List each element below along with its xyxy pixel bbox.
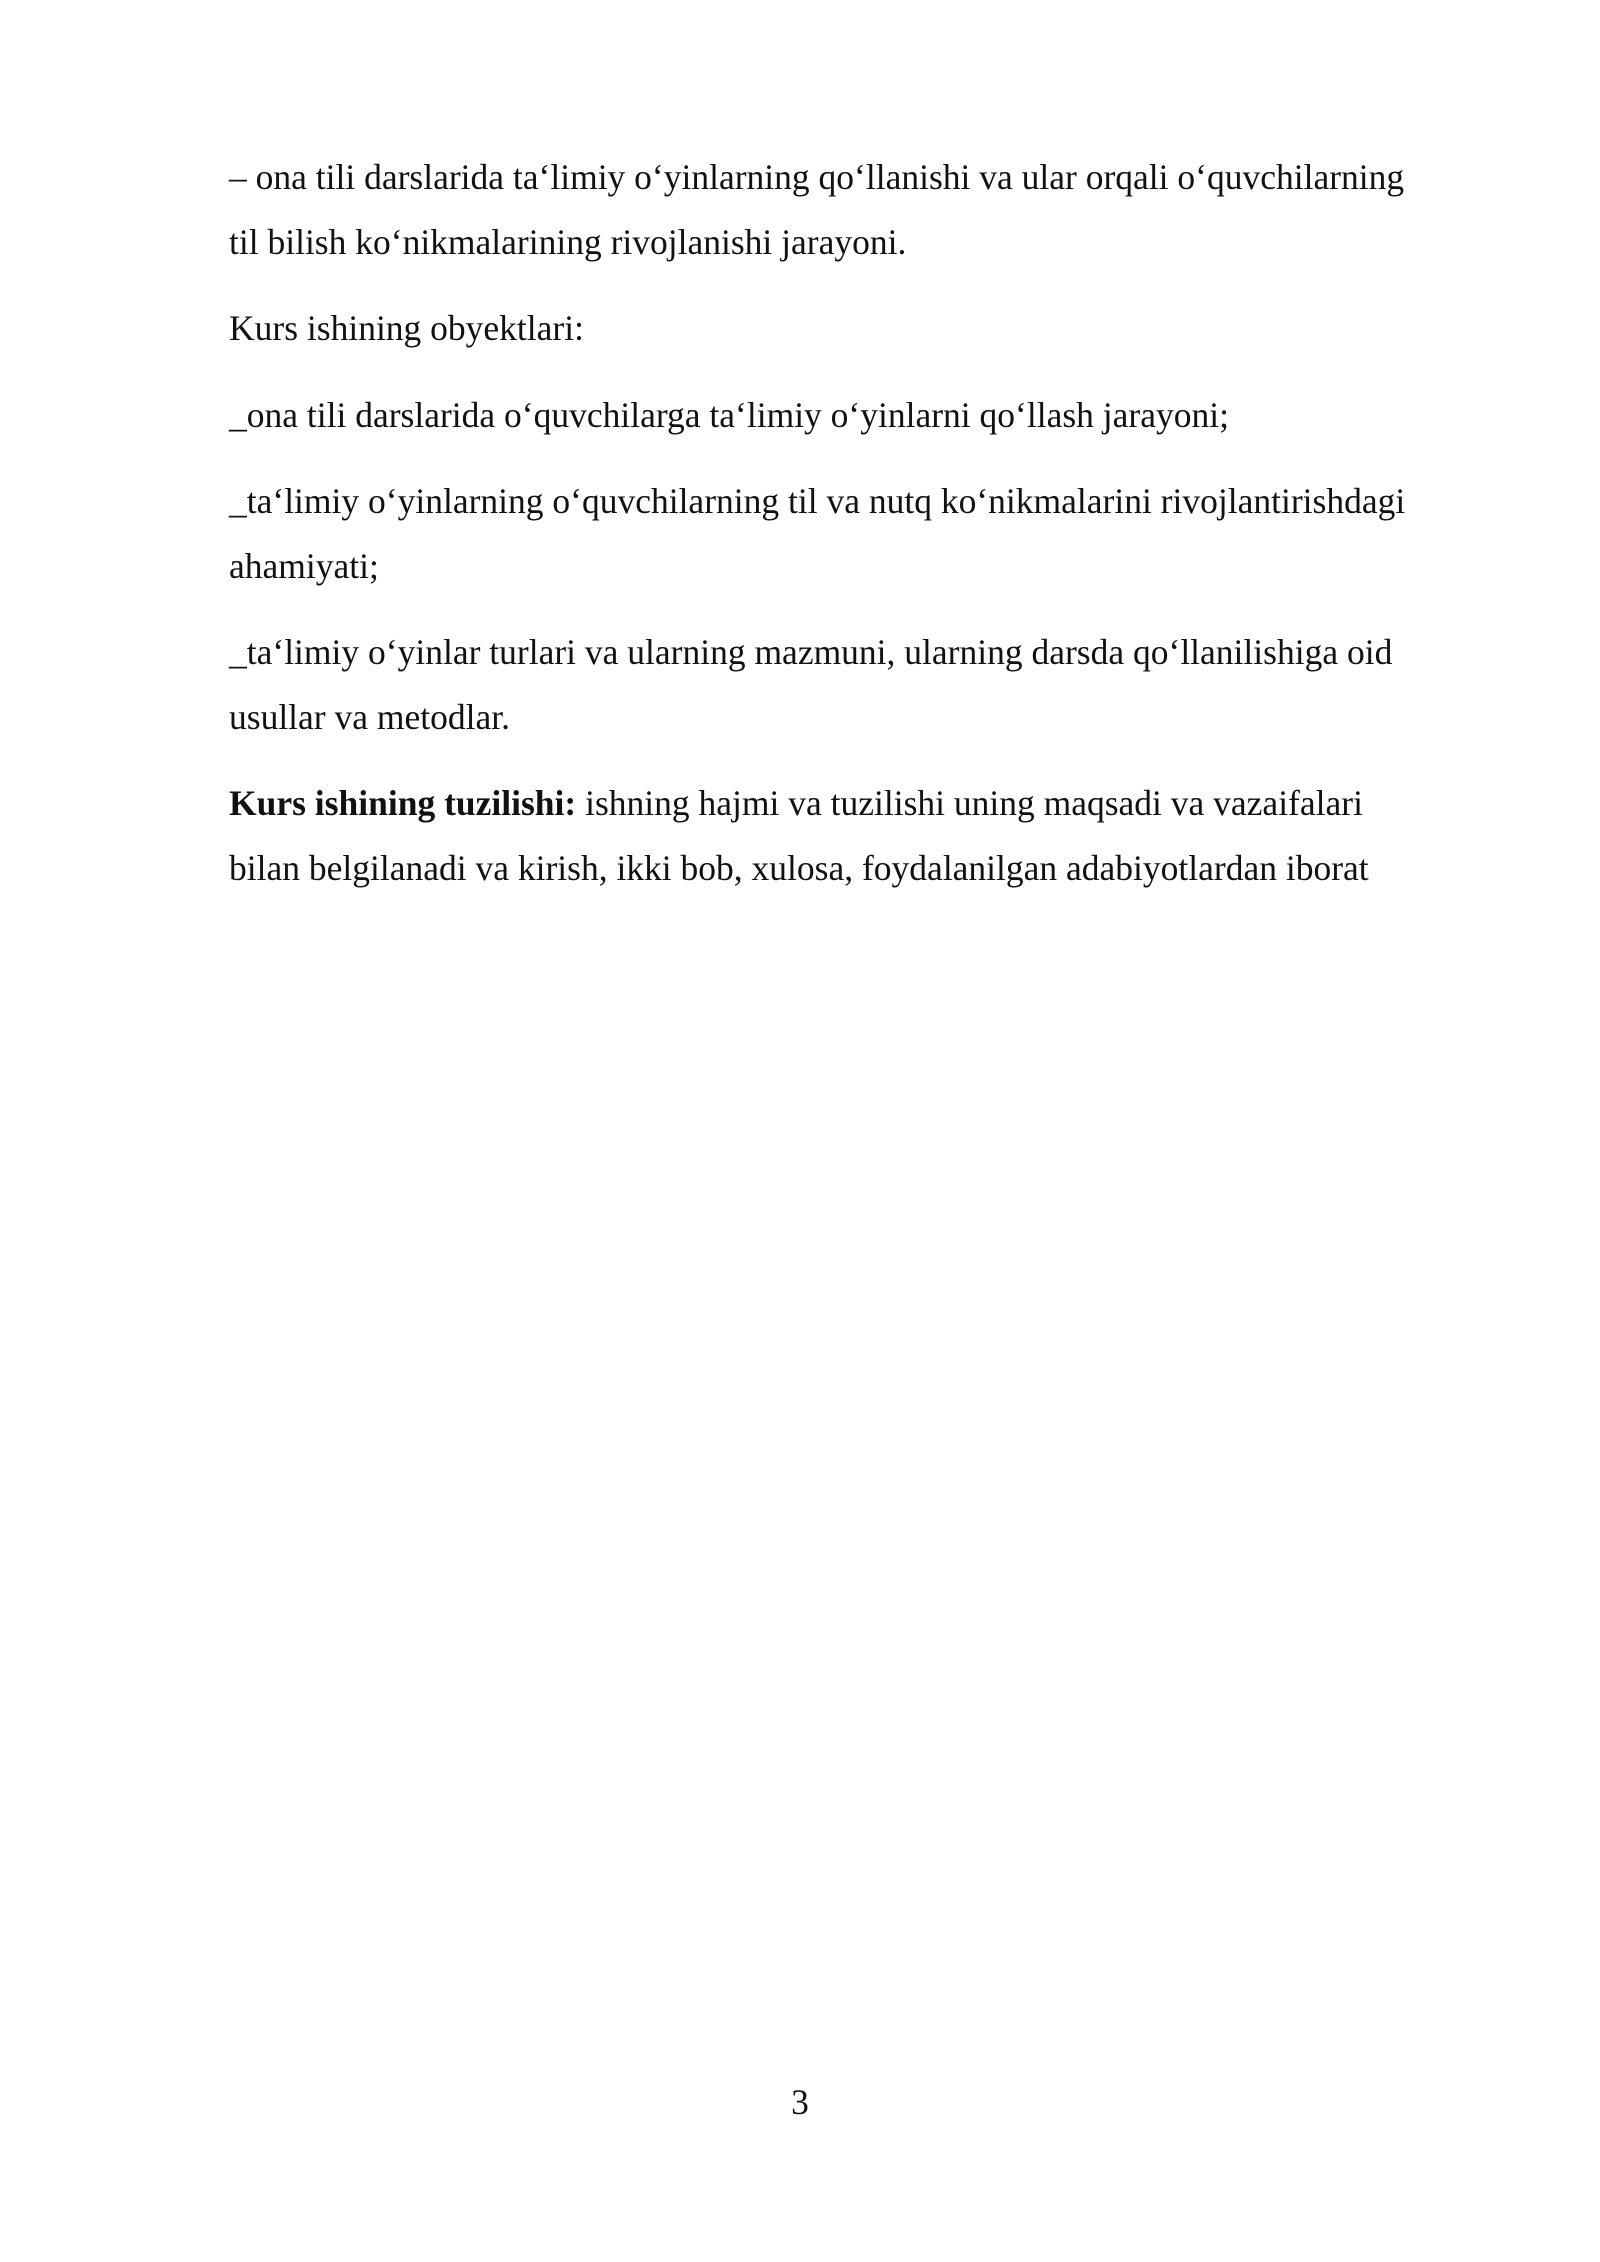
text-line: _ona tili darslarida o‘quvchilarga ta‘limiy o‘yinlarni qo‘llash jarayoni; <box>229 394 1229 435</box>
paragraph-object-item <box>229 469 1481 598</box>
text-line: ahamiyati; <box>229 545 379 586</box>
text-line: usullar va metodlar. <box>229 696 510 737</box>
text-line: _ta‘limiy o‘yinlar turlari va ularning mazmuni, ularning darsda qo‘llanilishiga oid <box>229 632 1393 672</box>
text-line <box>229 771 1481 836</box>
structure-heading: Kurs ishining tuzilishi: <box>229 783 577 823</box>
body-text <box>229 145 1481 922</box>
paragraph-structure <box>229 771 1481 900</box>
paragraph-objects-heading <box>229 296 1481 361</box>
text-line: _ta‘limiy o‘yinlarning o‘quvchilarning til va nutq ko‘nikmalarini rivojlantirishdagi <box>229 481 1406 521</box>
paragraph-subject <box>229 145 1481 274</box>
paragraph-object-item <box>229 620 1481 749</box>
page-number: 3 <box>791 2082 809 2122</box>
text-line: til bilish ko‘nikmalarining rivojlanishi jarayoni. <box>229 221 907 262</box>
structure-text: ishning hajmi va tuzilishi uning maqsadi va vazaifalari <box>576 783 1363 823</box>
text-line: bilan belgilanadi va kirish, ikki bob, xulosa, foydalanilgan adabiyotlardan iborat <box>229 847 1369 888</box>
text-line: Kurs ishining obyektlari: <box>229 308 584 348</box>
paragraph-object-item <box>229 383 1481 448</box>
text-line: – ona tili darslarida ta‘limiy o‘yinlarning qo‘llanishi va ular orqali o‘quvchilarning <box>229 157 1405 197</box>
